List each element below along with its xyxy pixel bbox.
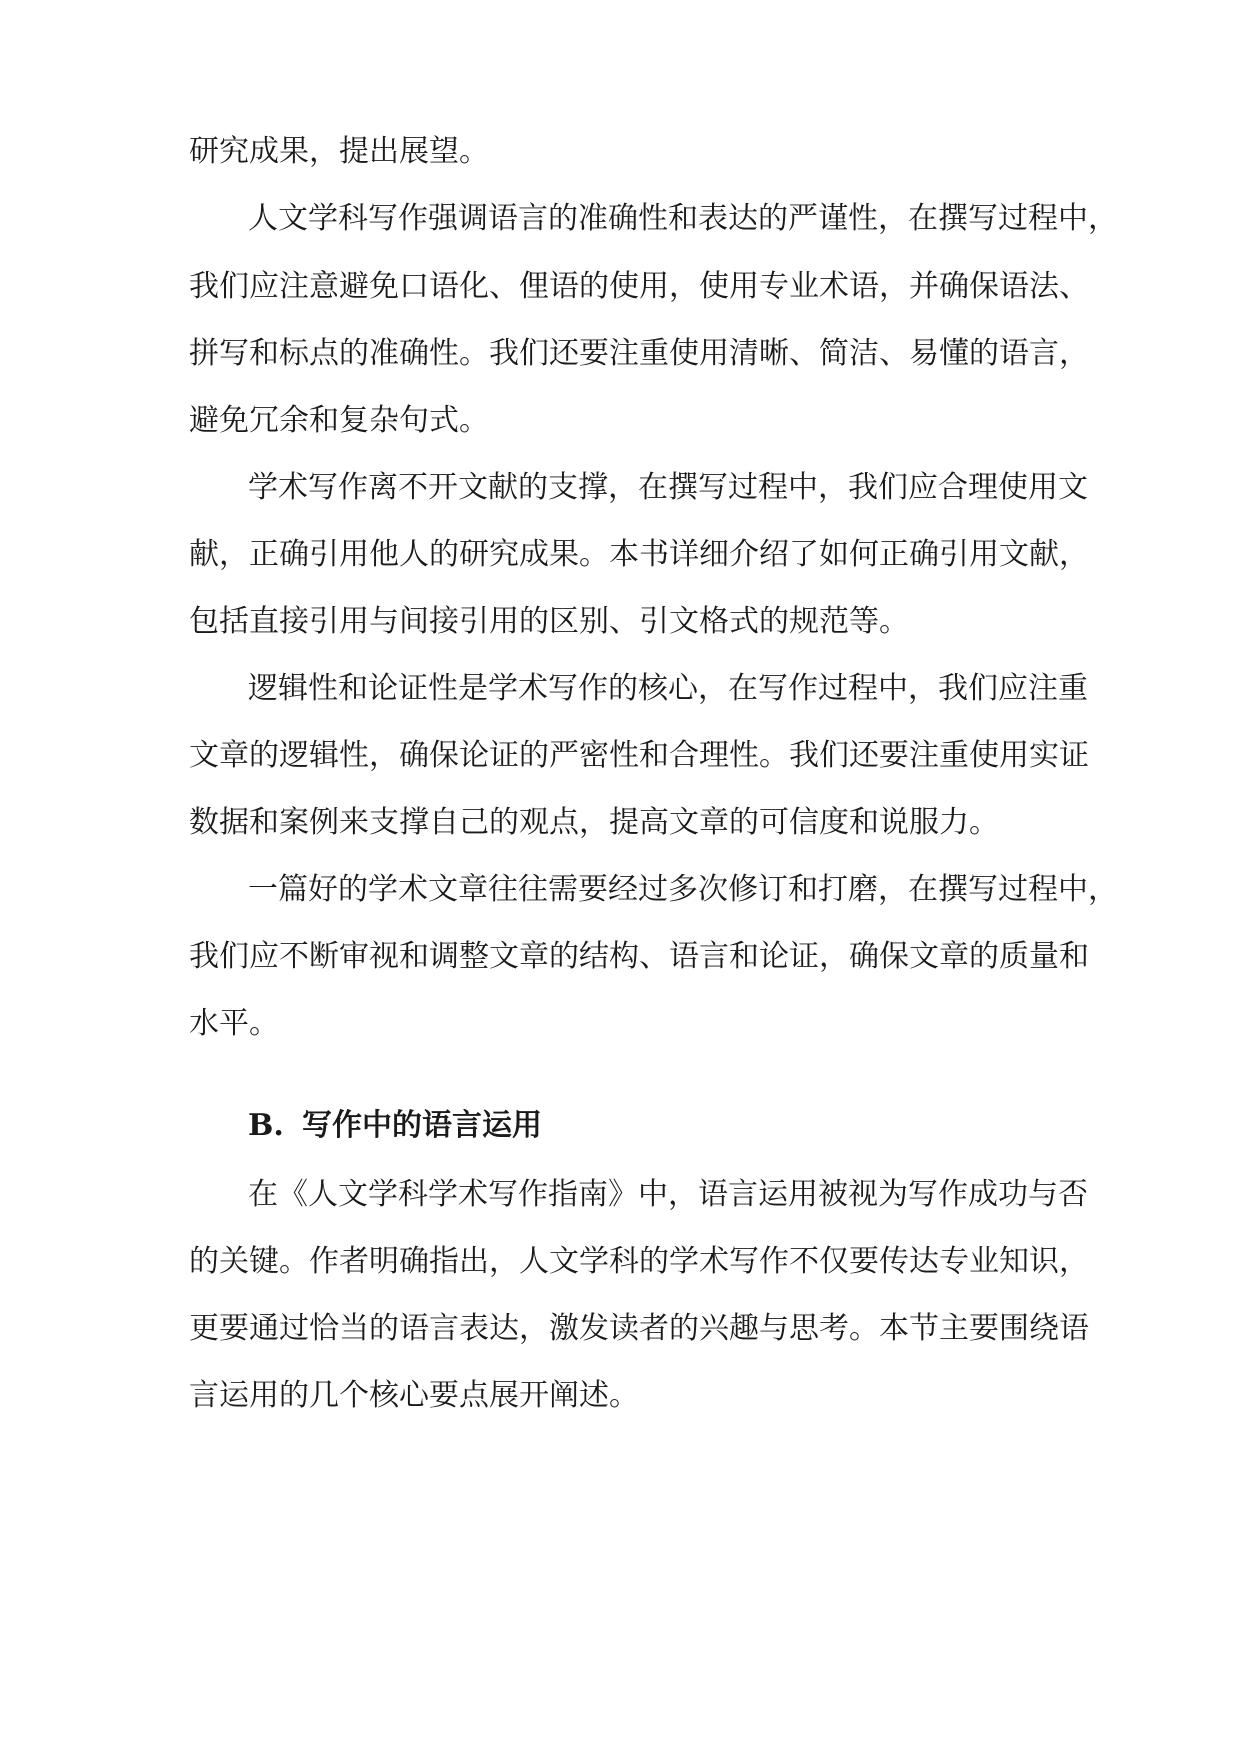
paragraph-line: 包括直接引用与间接引用的区别、引文格式的规范等。 bbox=[189, 604, 909, 639]
section-marker: B. bbox=[248, 1108, 284, 1143]
paragraph-line: 研究成果，提出展望。 bbox=[189, 134, 489, 169]
paragraph-line: 逻辑性和论证性是学术写作的核心，在写作过程中，我们应注重 bbox=[248, 671, 1088, 706]
paragraph-line: 在《人文学科学术写作指南》中，语言运用被视为写作成功与否 bbox=[248, 1177, 1088, 1212]
paragraph-line: 的关键。作者明确指出，人文学科的学术写作不仅要传达专业知识， bbox=[189, 1244, 1089, 1279]
section-heading bbox=[248, 1106, 542, 1146]
paragraph-line: 学术写作离不开文献的支撑，在撰写过程中，我们应合理使用文 bbox=[248, 470, 1088, 505]
paragraph-line: 文章的逻辑性，确保论证的严密性和合理性。我们还要注重使用实证 bbox=[189, 738, 1089, 773]
paragraph-line: 言运用的几个核心要点展开阐述。 bbox=[189, 1378, 639, 1413]
paragraph-line: 避免冗余和复杂句式。 bbox=[189, 403, 489, 438]
paragraph-line: 一篇好的学术文章往往需要经过多次修订和打磨，在撰写过程中， bbox=[248, 872, 1118, 907]
paragraph-line: 献，正确引用他人的研究成果。本书详细介绍了如何正确引用文献， bbox=[189, 537, 1089, 572]
paragraph-line: 更要通过恰当的语言表达，激发读者的兴趣与思考。本节主要围绕语 bbox=[189, 1311, 1089, 1346]
paragraph-line: 人文学科写作强调语言的准确性和表达的严谨性，在撰写过程中， bbox=[248, 201, 1118, 236]
paragraph-line: 我们应注意避免口语化、俚语的使用，使用专业术语，并确保语法、 bbox=[189, 269, 1089, 304]
paragraph-line: 我们应不断审视和调整文章的结构、语言和论证，确保文章的质量和 bbox=[189, 939, 1089, 974]
paragraph-line: 数据和案例来支撑自己的观点，提高文章的可信度和说服力。 bbox=[189, 805, 999, 840]
paragraph-line: 水平。 bbox=[189, 1006, 279, 1041]
section-title: 写作中的语言运用 bbox=[302, 1108, 542, 1143]
paragraph-line: 拼写和标点的准确性。我们还要注重使用清晰、简洁、易懂的语言， bbox=[189, 336, 1089, 371]
